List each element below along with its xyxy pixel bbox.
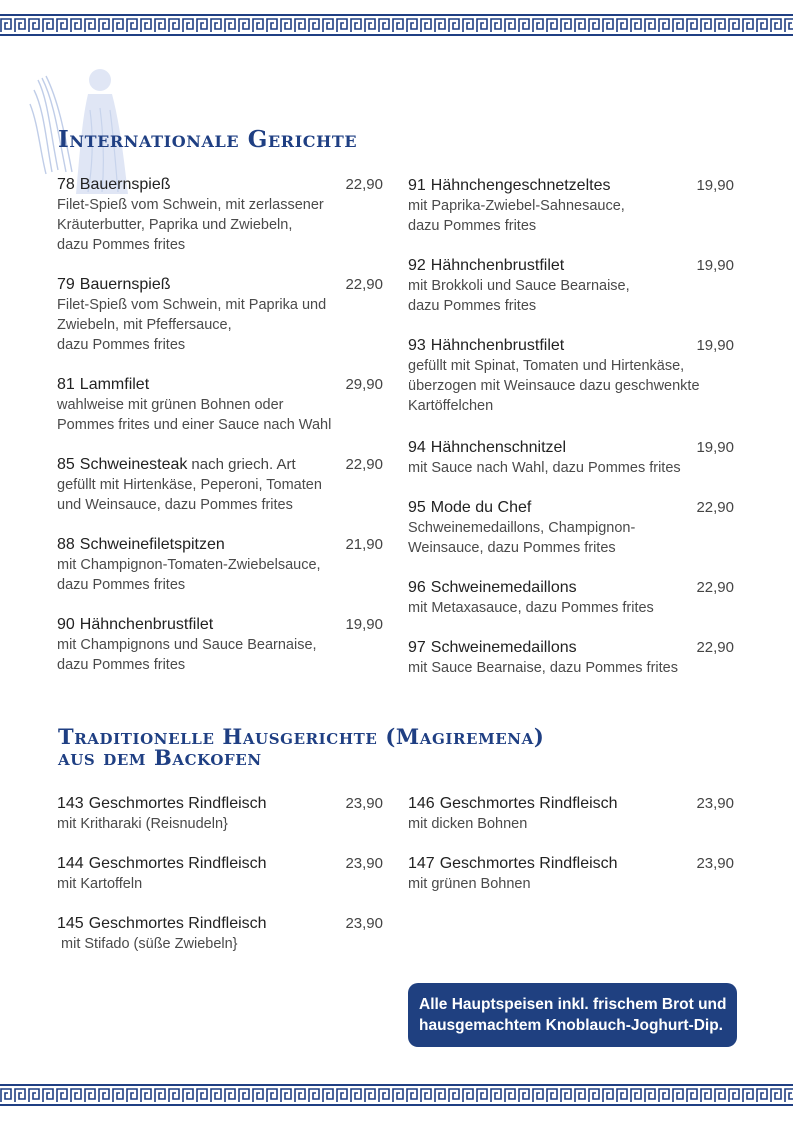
item-name: Hähnchenbrustfilet [430, 257, 565, 274]
menu-item [408, 578, 734, 618]
item-number: 144 [57, 855, 84, 872]
notice-text: hausgemachtem Knoblauch-Joghurt-Dip. [419, 1017, 723, 1034]
menu-item [57, 175, 383, 255]
item-number: 95 [408, 499, 426, 516]
item-number: 85 [57, 456, 75, 473]
menu-item [57, 275, 383, 355]
item-price: 19,90 [696, 337, 734, 354]
item-price: 23,90 [696, 855, 734, 872]
greek-key-border-bottom [0, 1084, 793, 1106]
item-number: 78 [57, 176, 75, 193]
menu-item [408, 438, 734, 478]
item-description: mit dicken Bohnen [408, 816, 528, 832]
item-description: Schweinemedaillons, Champignon- [408, 520, 636, 536]
item-description: dazu Pommes frites [408, 218, 537, 234]
item-number: 143 [57, 795, 84, 812]
item-description: mit Kritharaki (Reisnudeln} [57, 816, 228, 832]
item-price: 22,90 [345, 176, 383, 193]
item-price: 29,90 [345, 376, 383, 393]
item-name: Schweinesteak [79, 456, 188, 473]
greek-key-border-top [0, 14, 793, 36]
section-title-line: aus dem Backofen [58, 745, 262, 770]
menu-item [57, 854, 383, 894]
item-price: 19,90 [345, 616, 383, 633]
notice-text: Alle Hauptspeisen inkl. frischem Brot und [419, 996, 727, 1013]
menu-item [57, 914, 383, 954]
item-name: Geschmortes Rindfleisch [88, 915, 267, 932]
menu-item [408, 336, 734, 416]
item-name: Lammfilet [79, 376, 150, 393]
section-title-traditionelle-hausgerichte [58, 726, 544, 768]
item-price: 19,90 [696, 257, 734, 274]
item-description: mit grünen Bohnen [408, 876, 531, 892]
item-description: mit Metaxasauce, dazu Pommes frites [408, 600, 654, 616]
item-number: 145 [57, 915, 84, 932]
menu-item [408, 854, 734, 894]
section-title-internationale-gerichte: Internationale Gerichte [58, 126, 358, 153]
item-price: 22,90 [696, 579, 734, 596]
item-description: Zwiebeln, mit Pfeffersauce, [57, 317, 232, 333]
item-description: mit Kartoffeln [57, 876, 143, 892]
notice-box [408, 983, 737, 1047]
item-price: 23,90 [345, 915, 383, 932]
item-name: Schweinemedaillons [430, 639, 577, 656]
item-description: Kartöffelchen [408, 398, 494, 414]
item-name: Geschmortes Rindfleisch [439, 855, 618, 872]
menu-item [408, 794, 734, 834]
item-price: 22,90 [696, 499, 734, 516]
item-description: dazu Pommes frites [57, 577, 186, 593]
menu-item [57, 535, 383, 595]
item-description: mit Paprika-Zwiebel-Sahnesauce, [408, 198, 625, 214]
item-number: 96 [408, 579, 426, 596]
item-price: 22,90 [345, 456, 383, 473]
item-price: 19,90 [696, 177, 734, 194]
menu-item [57, 455, 383, 515]
item-description: dazu Pommes frites [408, 298, 537, 314]
item-description: Filet-Spieß vom Schwein, mit zerlassener [57, 197, 324, 213]
item-number: 88 [57, 536, 75, 553]
item-number: 79 [57, 276, 75, 293]
item-name: Geschmortes Rindfleisch [88, 795, 267, 812]
item-description: mit Stifado (süße Zwiebeln} [57, 936, 238, 952]
item-name: Schweinefiletspitzen [79, 536, 225, 553]
menu-item [408, 256, 734, 316]
item-name: Hähnchenbrustfilet [79, 616, 214, 633]
item-name-suffix: nach griech. Art [191, 456, 296, 473]
item-description: Kräuterbutter, Paprika und Zwiebeln, [57, 217, 293, 233]
item-price: 23,90 [696, 795, 734, 812]
item-number: 146 [408, 795, 435, 812]
item-description: dazu Pommes frites [57, 337, 186, 353]
item-price: 23,90 [345, 795, 383, 812]
item-price: 22,90 [696, 639, 734, 656]
menu-item [408, 638, 734, 678]
item-price: 21,90 [345, 536, 383, 553]
item-price: 22,90 [345, 276, 383, 293]
item-description: Filet-Spieß vom Schwein, mit Paprika und [57, 297, 327, 313]
item-description: dazu Pommes frites [57, 237, 186, 253]
item-description: wahlweise mit grünen Bohnen oder [57, 397, 284, 413]
item-number: 93 [408, 337, 426, 354]
item-name: Bauernspieß [79, 276, 171, 293]
item-name: Hähnchenbrustfilet [430, 337, 565, 354]
menu-item [408, 498, 734, 558]
item-number: 92 [408, 257, 426, 274]
item-name: Hähnchengeschnetzeltes [430, 177, 611, 194]
item-number: 94 [408, 439, 426, 456]
menu-item [57, 794, 383, 834]
item-description: mit Brokkoli und Sauce Bearnaise, [408, 278, 630, 294]
menu-item [57, 375, 383, 435]
section-title-line: Traditionelle Hausgerichte (Magiremena) [58, 724, 545, 749]
item-number: 97 [408, 639, 426, 656]
item-name: Hähnchenschnitzel [430, 439, 566, 456]
item-description: mit Champignon-Tomaten-Zwiebelsauce, [57, 557, 321, 573]
menu-item [408, 176, 734, 236]
item-description: und Weinsauce, dazu Pommes frites [57, 497, 293, 513]
item-description: mit Sauce Bearnaise, dazu Pommes frites [408, 660, 678, 676]
item-number: 90 [57, 616, 75, 633]
item-name: Bauernspieß [79, 176, 171, 193]
menu-item [57, 615, 383, 675]
item-description: mit Champignons und Sauce Bearnaise, [57, 637, 317, 653]
item-name: Geschmortes Rindfleisch [439, 795, 618, 812]
item-price: 19,90 [696, 439, 734, 456]
item-number: 81 [57, 376, 75, 393]
item-description: dazu Pommes frites [57, 657, 186, 673]
item-description: mit Sauce nach Wahl, dazu Pommes frites [408, 460, 681, 476]
item-name: Geschmortes Rindfleisch [88, 855, 267, 872]
item-description: Pommes frites und einer Sauce nach Wahl [57, 417, 332, 433]
item-description: überzogen mit Weinsauce dazu geschwenkte [408, 378, 700, 394]
item-name: Mode du Chef [430, 499, 532, 516]
item-number: 147 [408, 855, 435, 872]
item-name: Schweinemedaillons [430, 579, 577, 596]
item-description: gefüllt mit Hirtenkäse, Peperoni, Tomaten [57, 477, 322, 493]
item-description: gefüllt mit Spinat, Tomaten und Hirtenkäse, [408, 358, 685, 374]
item-description: Weinsauce, dazu Pommes frites [408, 540, 616, 556]
item-number: 91 [408, 177, 426, 194]
item-price: 23,90 [345, 855, 383, 872]
